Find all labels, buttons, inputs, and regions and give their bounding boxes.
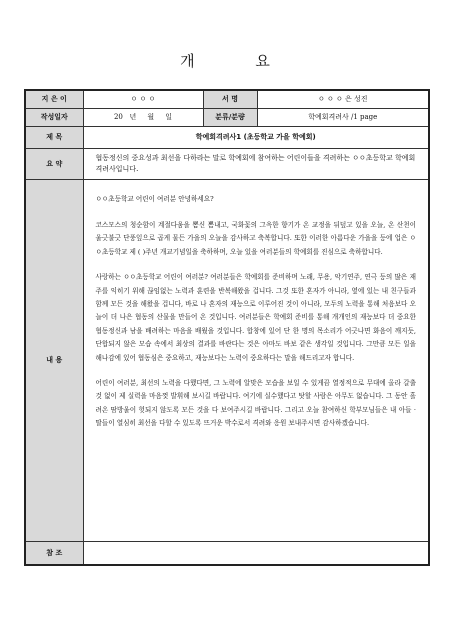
category-label: 분류/분량	[203, 108, 257, 126]
content-label: 내 용	[25, 179, 83, 541]
title-label: 제 목	[25, 126, 83, 148]
author-value: ㅇ ㅇ ㅇ	[83, 90, 203, 108]
sign-label: 서 명	[203, 90, 257, 108]
sign-value: ㅇ ㅇ ㅇ 은 성진	[257, 90, 429, 108]
date-label: 작성일자	[25, 108, 83, 126]
greeting-paragraph: ㅇㅇ초등학교 어린이 여러분 안녕하세요?	[95, 194, 214, 203]
author-label: 지 은 이	[25, 90, 83, 108]
body-paragraph-3: 어린이 여러분, 최선의 노력을 다했다면, 그 노력에 알맞은 모습을 보일 수 있게끔 열정적으로 무대에 올라 갈출 것 없이 제 실력을 마음껏 발휘해 보시길 바랍니다. 여기에 실수했다고 탓할 사람은 아무도 없습니다. 그 동안 흘려온 땀방울이 헛되지 않도록 모든 것을 다 보여주시길 바랍니다. 그리고 오늘 참여하신 학부모님들은 내 아들 · 딸들이 열심히 최선을 다할 수 있도록 뜨거운 박수로서 격려와 응원 보내주시면 감사하겠습니다.	[95, 378, 416, 428]
page-title: 개 요	[180, 52, 298, 70]
body-paragraph-1: 코스모스의 청순함이 계절다움을 뽐신 뽐내고, 국화꽃의 그윽한 향기가 온 교정을 뒤덮고 있을 오늘, 온 산천이 울긋불긋 단풍잎으로 곱게 물든 가을의 오늘을 감사하고 축복합니다. 또한 이러한 아름다운 가을을 등에 업은 ㅇㅇ초등학교 제 ( )주년 개교기념일을 축하하며, 오늘 있을 여러분들의 학예회를 진심으로 축하합니다.	[95, 220, 416, 256]
category-value: 학예회격려사 /1 page	[257, 108, 429, 126]
document-title: 학예회격려사1 (초등학교 가을 학예회)	[83, 126, 429, 148]
date-value: 20 년 월 일	[83, 108, 203, 126]
body-paragraph-2: 사랑하는 ㅇㅇ초등학교 어린이 여러분? 여러분들은 학예회를 준비하며 노래, 무용, 악기연주, 연극 등의 많은 재주를 익히기 위해 끊임없는 노력과 훈련을 반복해왔을 겁니다. 그것 또한 혼자가 아니라, 옆에 있는 내 친구들과 함께 모든 것을 해왔을 겁니다, 바로 나 혼자의 재능으로 이루어진 것이 아니라, 모두의 노력을 통해 처음보다 오늘이 더 나은 협동의 산물을 만들어 온 것입니다. 여러분들은 학예회 준비를 통해 개개인의 재능보다 더 중요한 협동정신과 남을 배려하는 마음을 배웠을 것입니다. 합창에 있어 단 한 명의 목소리가 어긋나면 화음이 깨지듯, 단합되지 않은 모습 속에서 최상의 결과를 바란다는 것은 아마도 바보 같은 생각일 것입니다. 그만큼 모든 일을 해나감에 있어 협동심은 중요하고, 재능보다는 노력이 중요하다는 말을 해드리고자 합니다.	[95, 273, 416, 362]
reference-value	[83, 541, 429, 565]
overview-form	[24, 89, 430, 566]
reference-label: 참 조	[25, 541, 83, 565]
content-body	[83, 179, 429, 541]
summary-text: 협동정신의 중요성과 최선을 다하라는 말로 학예회에 참여하는 어린이들을 격려하는 ㅇㅇ초등학교 학예회격려사입니다.	[83, 148, 429, 179]
summary-label: 요 약	[25, 148, 83, 179]
